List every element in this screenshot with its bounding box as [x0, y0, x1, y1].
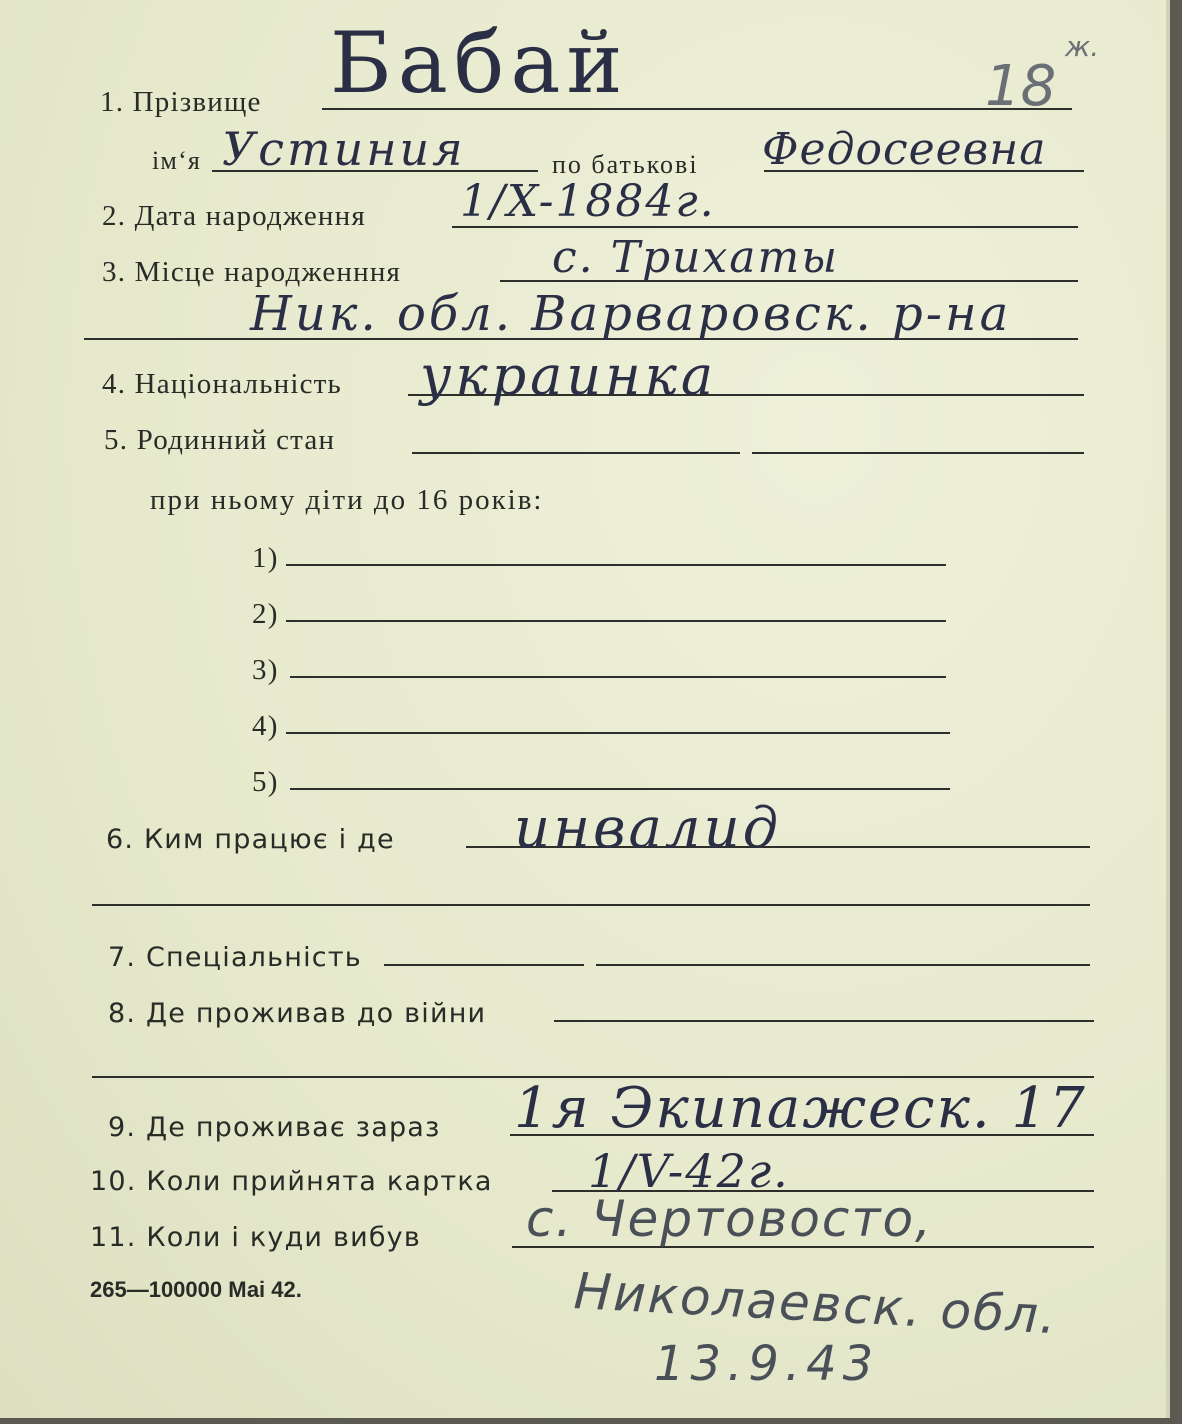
field-first-name-label: ім‘я: [152, 146, 202, 175]
field-prewar-residence-line: [554, 1020, 1094, 1022]
child-1-label: 1): [252, 542, 279, 574]
child-2-label: 2): [252, 598, 279, 630]
field-family-line-a: [412, 452, 740, 454]
child-1-line: [286, 564, 946, 566]
child-4-label: 4): [252, 710, 279, 742]
handwritten-birth-place-1: с. Трихаты: [552, 232, 840, 283]
child-3-line: [290, 676, 946, 678]
field-birth-place-label: 3. Місце народженння: [102, 256, 402, 288]
field-work-label: 6. Ким працює і де: [106, 824, 395, 855]
handwritten-first-name: Устиния: [222, 122, 466, 176]
field-card-date-label: 10. Коли прийнята картка: [90, 1166, 493, 1197]
handwritten-card-date: 1/V-42г.: [588, 1144, 790, 1198]
child-2-line: [286, 620, 946, 622]
handwritten-departed-3: 13.9.43: [654, 1336, 880, 1392]
field-nationality-label: 4. Національність: [102, 368, 342, 400]
handwritten-mark: 18: [985, 54, 1057, 119]
handwritten-current-residence: 1я Экипажеск. 17: [514, 1076, 1087, 1141]
handwritten-nationality: украинка: [420, 344, 718, 407]
child-5-label: 5): [252, 766, 279, 798]
child-4-line: [286, 732, 950, 734]
field-birth-date-label: 2. Дата народження: [102, 200, 366, 232]
field-specialty-line-a: [384, 964, 584, 966]
field-specialty-label: 7. Спеціальність: [108, 942, 362, 973]
field-children-label: при ньому діти до 16 років:: [150, 484, 544, 516]
handwritten-birth-place-2: Ник. обл. Варваровск. р-на: [250, 286, 1012, 342]
field-work-line-2: [92, 904, 1090, 906]
field-family-line-b: [752, 452, 1084, 454]
handwritten-mark-suffix: ж.: [1065, 30, 1100, 63]
field-departed-label: 11. Коли і куди вибув: [90, 1222, 421, 1253]
print-code: 265—100000 Маі 42.: [90, 1277, 302, 1302]
handwritten-birth-date: 1/X-1884г.: [460, 176, 716, 227]
handwritten-patronymic: Федосеевна: [762, 124, 1047, 175]
field-prewar-residence-label: 8. Де проживав до війни: [108, 998, 487, 1029]
handwritten-work: инвалид: [514, 796, 782, 861]
child-3-label: 3): [252, 654, 279, 686]
handwritten-departed-2: Николаевск. обл.: [572, 1262, 1060, 1346]
field-specialty-line-b: [596, 964, 1090, 966]
field-current-residence-label: 9. Де проживає зараз: [108, 1112, 441, 1143]
field-surname-label: 1. Прізвище: [100, 86, 262, 118]
field-family-label: 5. Родинний стан: [104, 424, 336, 456]
handwritten-surname: Бабай: [330, 14, 629, 112]
handwritten-departed-1: с. Чертовосто,: [526, 1190, 933, 1248]
field-patronymic-label: по батькові: [552, 150, 699, 179]
child-5-line: [290, 788, 950, 790]
